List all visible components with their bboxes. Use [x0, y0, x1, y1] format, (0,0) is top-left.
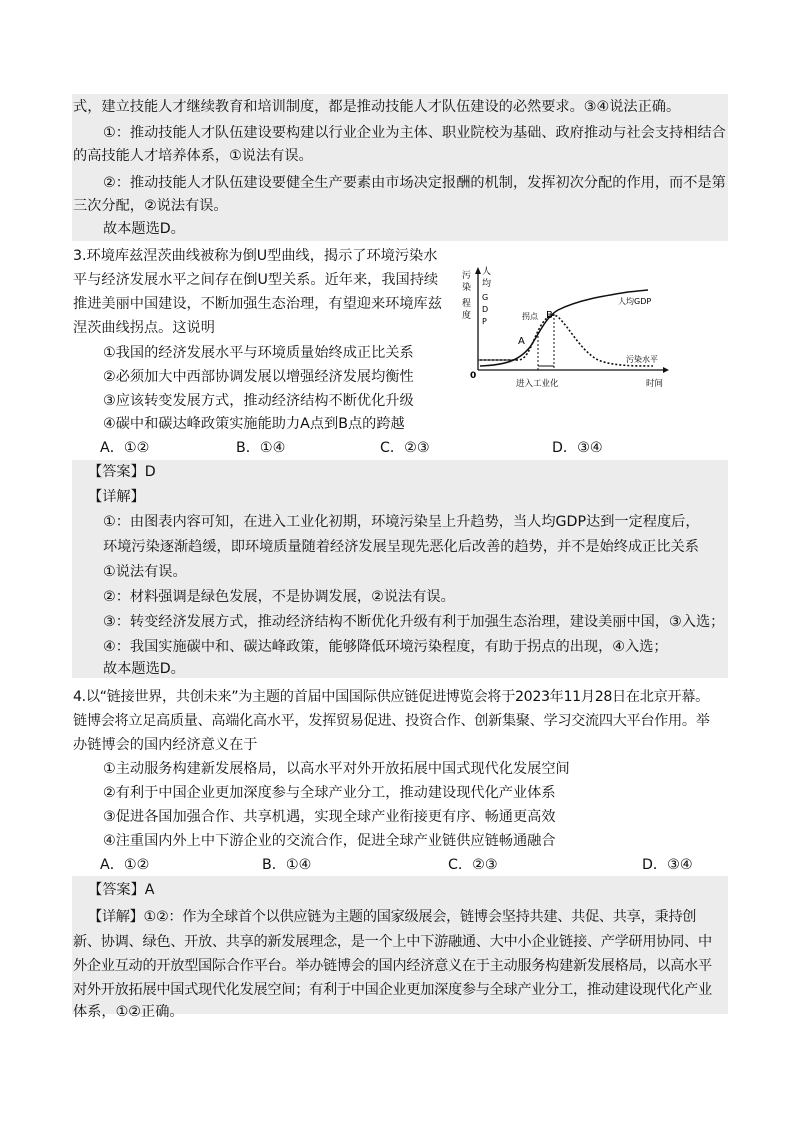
q2-conclusion: 故本题选D。 [103, 221, 185, 237]
q4-option-d[interactable]: D．③④ [642, 857, 693, 873]
y-label-gdp-char: G [482, 293, 489, 302]
q4-answer: 【答案】A [88, 882, 155, 898]
origin-label: 0 [470, 371, 477, 381]
q3-detail-line: ④：我国实施碳中和、碳达峰政策，能够降低环境污染程度，有助于拐点的出现，④入选； [103, 639, 668, 655]
x-axis-arrow-icon [663, 367, 669, 373]
x-mark-industrialization: 进入工业化 [516, 379, 559, 389]
q2-text-line: 的高技能人才培养体系，①说法有误。 [73, 148, 313, 164]
q3-stem-line: 涅茨曲线拐点。这说明 [73, 320, 215, 336]
q4-detail-line: 新、协调、绿色、开放、共享的新发展理念，是一个上中下游融通、大中小企业链接、产学研用协同、中 [73, 934, 712, 950]
y-label-pollution-char: 度 [462, 311, 472, 321]
q3-item-4: ④碳中和碳达峰政策实施能助力A点到B点的跨越 [103, 416, 405, 432]
q4-item-3: ③促进各国加强合作、共享机遇，实现全球产业衔接更有序、畅通更高效 [103, 809, 556, 825]
q4-option-b[interactable]: B．①④ [262, 857, 312, 873]
y-label-gdp-char: D [482, 305, 489, 314]
q3-conclusion: 故本题选D。 [103, 661, 185, 677]
q2-text-line: ①：推动技能人才队伍建设要构建以行业企业为主体、职业院校为基础、政府推动与社会支持相结合 [103, 125, 726, 141]
q4-item-4: ④注重国内外上中下游企业的交流合作，促进全球产业链供应链畅通融合 [103, 833, 556, 849]
x-axis-label: 时间 [646, 379, 664, 389]
q4-stem-line: 办链博会的国内经济意义在于 [73, 737, 258, 753]
y-label-gdp-char: 人 [482, 267, 492, 277]
q4-detail-line: 对外开放拓展中国式现代化发展空间；有利于中国企业更加深度参与全球产业分工，推动建设现代化产业 [73, 982, 712, 998]
q2-text-line: 式，建立技能人才继续教育和培训制度，都是推动技能人才队伍建设的必然要求。③④说法正确。 [73, 99, 681, 115]
q4-item-1: ①主动服务构建新发展格局，以高水平对外开放拓展中国式现代化发展空间 [103, 761, 570, 777]
point-a-label: A [518, 336, 525, 347]
q2-text-line: ②：推动技能人才队伍建设要健全生产要素由市场决定报酬的机制，发挥初次分配的作用，而不是第 [103, 175, 726, 191]
q3-detail-line: ①：由图表内容可知，在进入工业化初期，环境污染呈上升趋势，当人均GDP达到一定程度后， [103, 514, 700, 530]
y-label-pollution-char: 染 [462, 283, 472, 293]
q3-option-a[interactable]: A．①② [100, 440, 150, 456]
q4-option-c[interactable]: C．②③ [448, 857, 498, 873]
q3-option-c[interactable]: C．②③ [380, 440, 430, 456]
q3-detail-line: ①说法有误。 [103, 564, 187, 580]
point-b-label: B [546, 310, 553, 321]
q4-stem-line: 4.以“链接世界，共创未来”为主题的首届中国国际供应链促进博览会将于2023年11月28日在北京开幕。 [73, 689, 709, 705]
turning-point-label: 拐点 [522, 312, 538, 321]
q4-conclusion: 体系，①②正确。 [73, 1004, 184, 1020]
q3-stem-line: 推进美丽中国建设，不断加强生态治理，有望迎来环境库兹 [73, 296, 442, 312]
y-label-gdp-char: 均 [482, 279, 492, 289]
gdp-curve-label: 人均GDP [618, 297, 652, 306]
q2-text-line: 三次分配，②说法有误。 [73, 198, 228, 214]
q3-option-b[interactable]: B．①④ [236, 440, 286, 456]
q3-answer: 【答案】D [88, 464, 156, 480]
q3-stem-line: 3.环境库兹涅茨曲线被称为倒U型曲线，揭示了环境污染水 [73, 248, 438, 264]
y-axis-arrow-icon [475, 267, 481, 274]
q3-detail-line: 环境污染逐渐趋缓，即环境质量随着经济发展呈现先恶化后改善的趋势，并不是始终成正比关系 [103, 539, 699, 555]
q4-option-a[interactable]: A．①② [100, 857, 150, 873]
q4-stem-line: 链博会将立足高质量、高端化高水平，发挥贸易促进、投资合作、创新集聚、学习交流四大平台作用。举 [73, 713, 710, 729]
pollution-curve-label: 污染水平 [626, 355, 658, 364]
y-label-pollution-char: 程 [462, 299, 472, 309]
q3-detail-line: ②：材料强调是绿色发展，不是协调发展，②说法有误。 [103, 589, 455, 605]
q3-stem-line: 平与经济发展水平之间存在倒U型关系。近年来，我国持续 [73, 272, 439, 288]
y-label-pollution-char: 污 [462, 271, 472, 281]
q4-detail-line: 外企业互动的开放型国际合作平台。举办链博会的国内经济意义在于主动服务构建新发展格局，以高水平 [73, 958, 712, 974]
q3-option-d[interactable]: D．③④ [552, 440, 603, 456]
q4-item-2: ②有利于中国企业更加深度参与全球产业分工，推动建设现代化产业体系 [103, 785, 556, 801]
q3-item-3: ③应该转变发展方式，推动经济结构不断优化升级 [103, 393, 414, 409]
q3-item-1: ①我国的经济发展水平与环境质量始终成正比关系 [103, 345, 414, 361]
q3-detail-line: ③：转变经济发展方式，推动经济结构不断优化升级有利于加强生态治理，建设美丽中国，③入选； [103, 614, 725, 630]
kuznets-curve-figure [458, 262, 672, 392]
y-label-gdp-char: P [482, 317, 487, 326]
q3-item-2: ②必须加大中西部协调发展以增强经济发展均衡性 [103, 369, 414, 385]
q4-detail-line: 【详解】①②：作为全球首个以供应链为主题的国家级展会，链博会坚持共建、共促、共享，秉持创 [88, 909, 697, 925]
q3-detail-title: 【详解】 [88, 489, 145, 505]
